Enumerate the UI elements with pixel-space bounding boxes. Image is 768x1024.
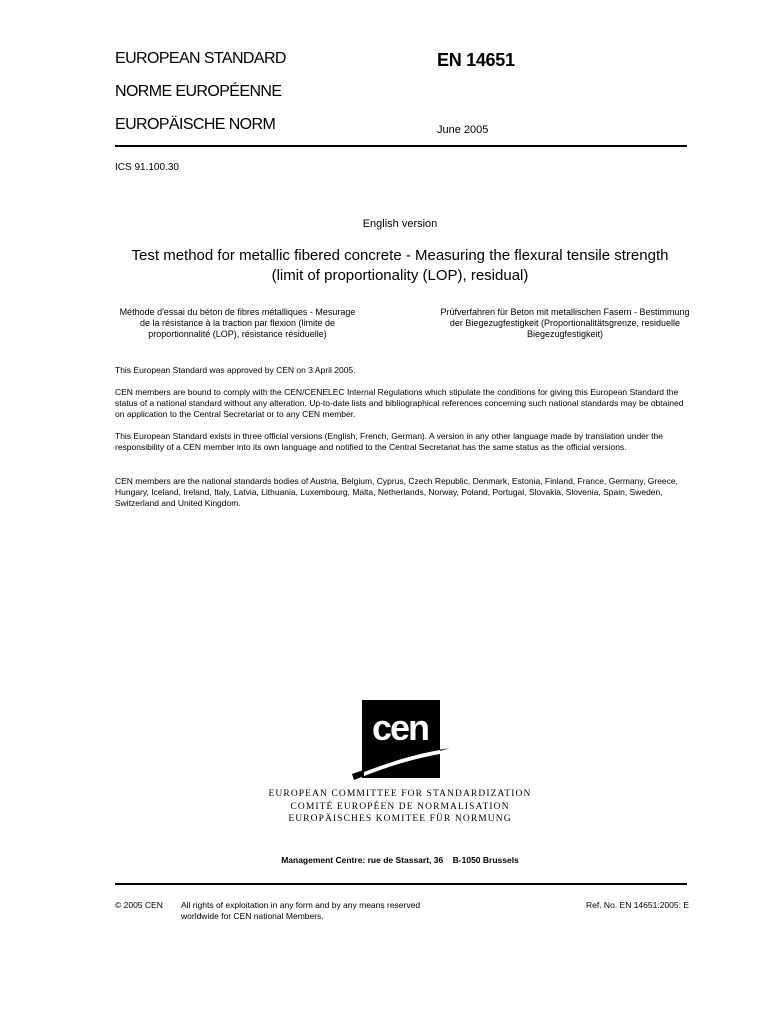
committee-name-de: EUROPÄISCHES KOMITEE FÜR NORMUNG: [288, 814, 512, 824]
regulations-paragraph: CEN members are bound to comply with the CEN/CENELEC Internal Regulations which stipulate the conditions for giving this European Standard the status of a national standard without any alteration. Up-to-date lists and bibliographical references concerning such national standards may be obtained on application to the Central Secretariat or to any CEN member.: [115, 387, 684, 420]
rights-statement: [181, 900, 471, 922]
title-french: Méthode d'essai du béton de fibres métalliques - Mesurage de la résistance à la traction par flexion (limite de proportionnalité (LOP), résistance résiduelle): [119, 307, 356, 339]
ics-code: ICS 91.100.30: [115, 162, 179, 173]
committee-names: [0, 788, 768, 826]
members-paragraph: CEN members are the national standards bodies of Austria, Belgium, Cyprus, Czech Republic, Denmark, Estonia, Finland, France, Germany, Greece, Hungary, Iceland, Ireland, Italy, Latvia, Lithuania, Luxembourg, Malta, Netherlands, Norway, Poland, Portugal, Slovakia, Slovenia, Spain, Sweden, Switzerland and United Kingdom.: [115, 476, 678, 509]
committee-name-en: EUROPEAN COMMITTEE FOR STANDARDIZATION: [268, 789, 532, 799]
reference-number: Ref. No. EN 14651:2005: E: [585, 900, 689, 910]
versions-paragraph: This European Standard exists in three official versions (English, French, German). A version in any other language made by translation under the responsibility of a CEN member into its own language and notified to the Central Secretariat has the same status as the official versions.: [115, 431, 663, 453]
committee-name-fr: COMITÉ EUROPÉEN DE NORMALISATION: [290, 801, 510, 812]
standard-label-en: EUROPEAN STANDARD: [115, 50, 286, 67]
approval-paragraph: This European Standard was approved by CEN on 3 April 2005.: [115, 365, 356, 375]
cen-logo: [350, 700, 454, 784]
title-german: Prüfverfahren für Beton mit metallischen Fasern - Bestimmung der Biegezugfestigkeit (Proportionalitätsgrenze, residuelle Biegezugfestigkeit): [440, 307, 690, 339]
header-divider: [115, 145, 687, 147]
publication-date: June 2005: [437, 124, 489, 136]
standard-number: EN 14651: [437, 50, 515, 70]
cen-logo-text: cen: [371, 707, 429, 748]
standard-label-fr: NORME EUROPÉENNE: [115, 83, 282, 100]
copyright: © 2005 CEN: [115, 900, 163, 910]
rights-line-1: All rights of exploitation in any form and by any means reserved: [181, 900, 421, 910]
footer-divider: [115, 883, 687, 885]
document-title: Test method for metallic fibered concrete - Measuring the flexural tensile strength (limit of proportionality (LOP), residual): [131, 247, 669, 284]
standard-label-de: EUROPÄISCHE NORM: [115, 116, 276, 133]
management-address: Management Centre: rue de Stassart, 36 B-1050 Brussels: [281, 855, 519, 865]
language-version: English version: [362, 218, 438, 230]
rights-line-2: worldwide for CEN national Members.: [181, 911, 324, 921]
